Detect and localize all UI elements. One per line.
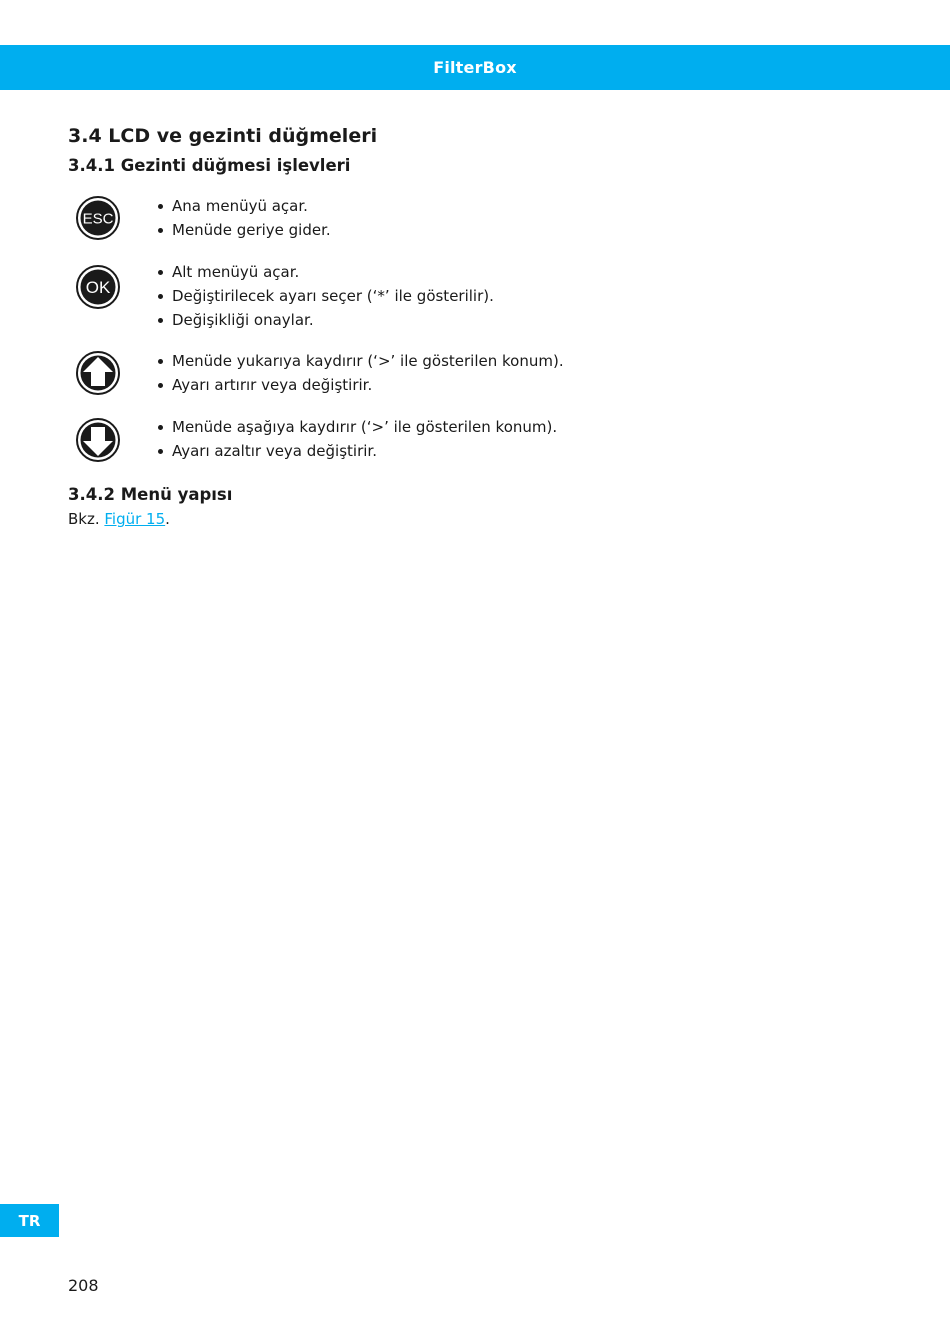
list-item: Ana menüyü açar. bbox=[158, 194, 331, 218]
ok-button-icon bbox=[76, 265, 120, 309]
down-function-list bbox=[158, 415, 557, 463]
section-heading: 3.4 LCD ve gezinti düğmeleri bbox=[68, 125, 378, 147]
reference-suffix: . bbox=[165, 510, 170, 528]
esc-button-label: ESC bbox=[82, 210, 114, 228]
menu-structure-reference bbox=[68, 507, 888, 531]
header-title: FilterBox bbox=[433, 58, 517, 77]
list-item: Menüde geriye gider. bbox=[158, 218, 331, 242]
ok-function-list bbox=[158, 260, 494, 332]
list-item: Alt menüyü açar. bbox=[158, 260, 494, 284]
ok-button-label: OK bbox=[85, 278, 111, 297]
reference-prefix: Bkz. bbox=[68, 510, 105, 528]
language-tab bbox=[0, 1204, 59, 1237]
language-label: TR bbox=[18, 1211, 41, 1230]
esc-button-icon bbox=[76, 196, 120, 240]
button-row-esc bbox=[68, 196, 888, 242]
list-item: Ayarı azaltır veya değiştirir. bbox=[158, 439, 557, 463]
list-item: Değiştirilecek ayarı seçer (‘*’ ile gösterilir). bbox=[158, 284, 494, 308]
list-item: Menüde aşağıya kaydırır (‘>’ ile gösterilen konum). bbox=[158, 415, 557, 439]
subsection-heading-menu: 3.4.2 Menü yapısı bbox=[68, 485, 233, 504]
arrow-up-icon bbox=[76, 351, 120, 395]
subsection-heading-functions: 3.4.1 Gezinti düğmesi işlevleri bbox=[68, 156, 351, 175]
main-content bbox=[68, 120, 888, 531]
button-row-down bbox=[68, 418, 888, 463]
button-row-ok bbox=[68, 260, 888, 332]
up-function-list bbox=[158, 349, 564, 397]
list-item: Değişikliği onaylar. bbox=[158, 308, 494, 332]
page-number: 208 bbox=[68, 1276, 99, 1295]
header-bar bbox=[0, 45, 950, 90]
button-row-up bbox=[68, 349, 888, 397]
figure-link[interactable]: Figür 15 bbox=[104, 510, 166, 528]
esc-function-list bbox=[158, 194, 331, 242]
list-item: Ayarı artırır veya değiştirir. bbox=[158, 373, 564, 397]
list-item: Menüde yukarıya kaydırır (‘>’ ile gösterilen konum). bbox=[158, 349, 564, 373]
arrow-down-icon bbox=[76, 418, 120, 462]
